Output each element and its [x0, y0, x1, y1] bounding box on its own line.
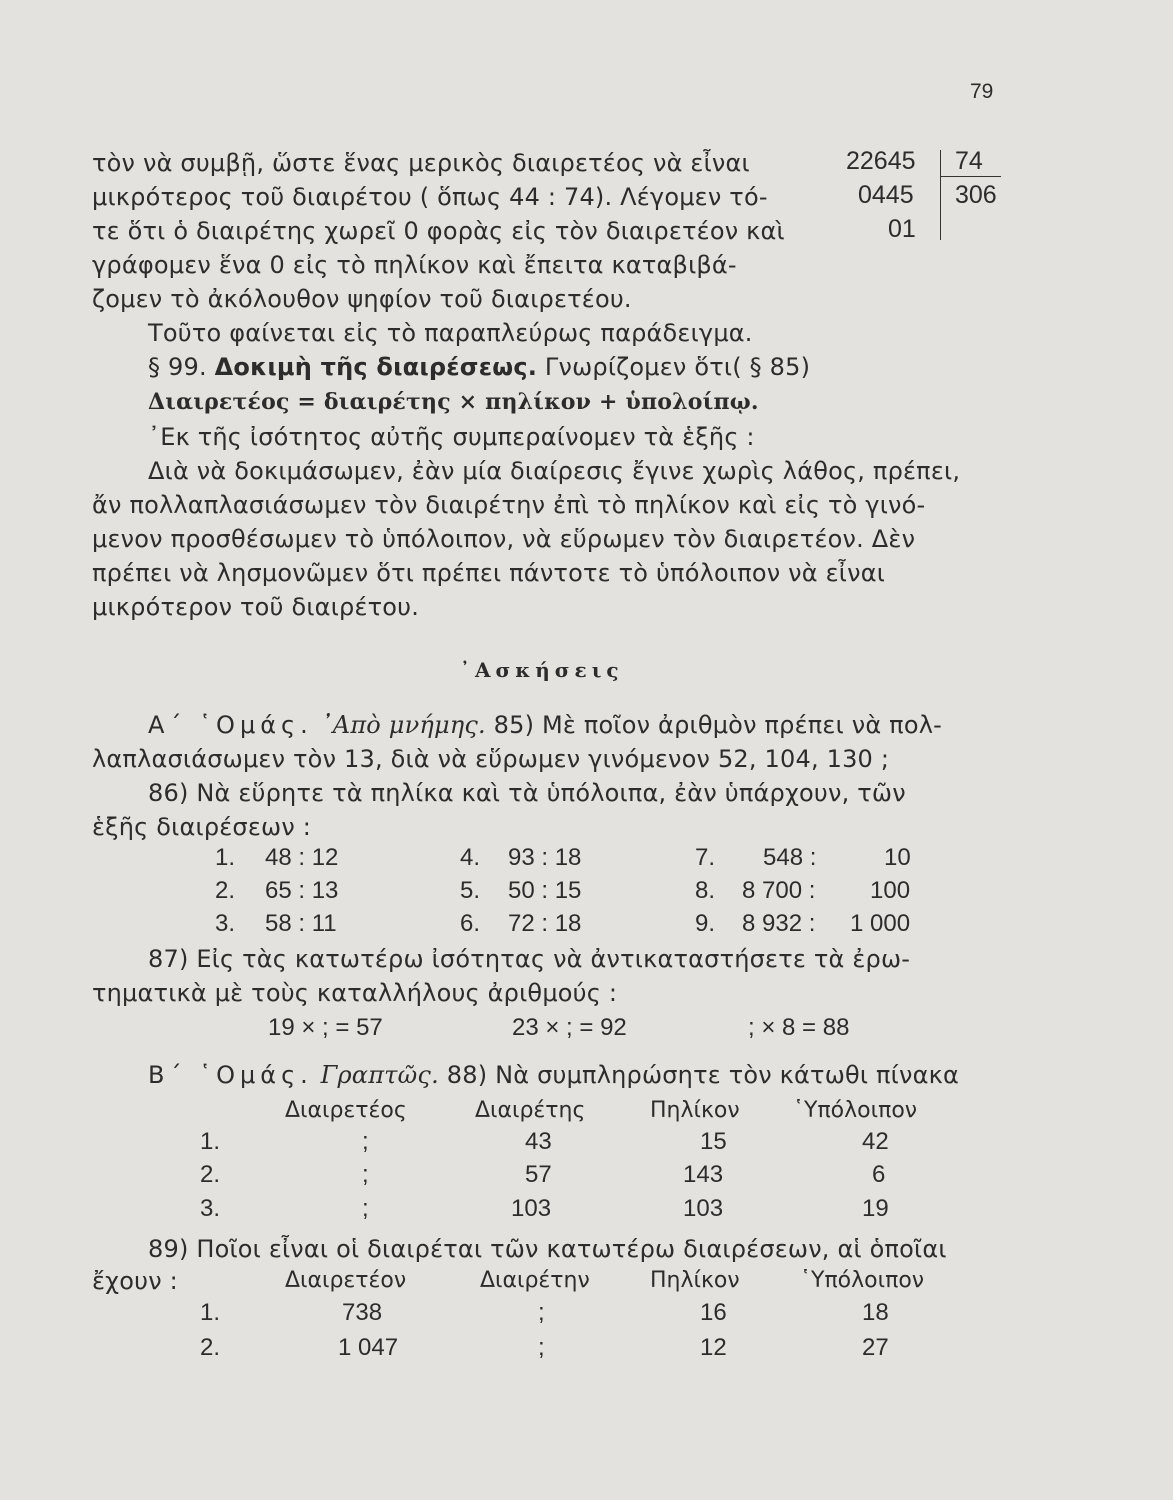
table-cell: 6	[872, 1161, 886, 1188]
quotient: 306	[955, 181, 997, 209]
table-cell: 15	[700, 1128, 727, 1155]
text-line: ζομεν τὸ ἀκόλουθον ψηφίον τοῦ διαιρετέου.	[92, 285, 632, 313]
division-divisor: 1 000	[850, 910, 911, 937]
table-cell: ;	[538, 1334, 545, 1361]
table-cell: 738	[342, 1299, 383, 1326]
group-b-subtitle: Γραπτῶς.	[320, 1061, 439, 1089]
partial-dividend: 0445	[858, 181, 914, 209]
table-cell: ;	[362, 1128, 369, 1155]
equation: 19 × ; = 57	[268, 1014, 383, 1041]
column-header: Διαιρετέος	[285, 1098, 407, 1123]
group-b-label: Β΄ ῾Ομάς.	[148, 1061, 313, 1089]
item-number: 6.	[460, 910, 481, 937]
formula: Διαιρετέος = διαιρέτης × πηλίκον + ὑπολοίπῳ.	[148, 389, 759, 415]
table-cell: 103	[511, 1195, 552, 1222]
table-cell: ;	[362, 1195, 369, 1222]
exercises-heading: ᾿Ασκήσεις	[460, 658, 624, 682]
exercise-88-text: 88) Νὰ συμπληρώσητε τὸν κάτωθι πίνακα	[446, 1061, 959, 1089]
item-number: 5.	[460, 877, 481, 904]
dividend: 22645	[846, 147, 916, 175]
page-number: 79	[970, 80, 994, 103]
division-item: 65 : 13	[265, 877, 339, 904]
column-header: ῾Υπόλοιπον	[800, 1268, 925, 1293]
equation: ; × 8 = 88	[748, 1014, 850, 1041]
table-cell: 42	[862, 1128, 889, 1155]
text-line: Διὰ νὰ δοκιμάσωμεν, ἐὰν μία διαίρεσις ἔγινε χωρὶς λάθος, πρέπει,	[148, 457, 961, 485]
division-item: 8 932 :	[742, 910, 816, 937]
divisor: 74	[955, 147, 983, 175]
text-line: γράφομεν ἕνα 0 εἰς τὸ πηλίκον καὶ ἔπειτα καταβιβά-	[92, 251, 737, 279]
text-line: 86) Νὰ εὕρητε τὰ πηλίκα καὶ τὰ ὑπόλοιπα, ἐὰν ὑπάρχουν, τῶν	[148, 779, 906, 807]
division-vertical-rule	[940, 150, 941, 240]
item-number: 9.	[695, 910, 716, 937]
text-line: μενον προσθέσωμεν τὸ ὑπόλοιπον, νὰ εὕρωμεν τὸν διαιρετέον. Δὲν	[92, 525, 916, 553]
row-number: 1.	[200, 1128, 221, 1155]
group-a-subtitle: ᾿Απὸ μνήμης.	[320, 711, 486, 739]
column-header: Διαιρέτην	[480, 1268, 590, 1293]
column-header: Πηλίκον	[650, 1268, 740, 1293]
column-header: Διαιρέτης	[475, 1098, 586, 1123]
division-item: 50 : 15	[508, 877, 582, 904]
text-line: μικρότερον τοῦ διαιρέτου.	[92, 593, 420, 621]
text-line: μικρότερος τοῦ διαιρέτου ( ὅπως 44 : 74). Λέγομεν τό-	[92, 183, 768, 211]
division-item: 93 : 18	[508, 844, 582, 871]
text-line: πρέπει νὰ λησμονῶμεν ὅτι πρέπει πάντοτε τὸ ὑπόλοιπον νὰ εἶναι	[92, 559, 886, 587]
item-number: 7.	[695, 844, 716, 871]
exercise-88-line	[148, 1060, 959, 1090]
text-line: τε ὅτι ὁ διαιρέτης χωρεῖ 0 φορὰς εἰς τὸν διαιρετέον καὶ	[92, 217, 785, 245]
remainder: 01	[888, 215, 916, 243]
section-title: Δοκιμὴ τῆς διαιρέσεως.	[214, 353, 538, 381]
division-item: 72 : 18	[508, 910, 582, 937]
row-number: 2.	[200, 1334, 221, 1361]
division-item: 48 : 12	[265, 844, 339, 871]
table-cell: ;	[362, 1161, 369, 1188]
table-cell: 18	[862, 1299, 889, 1326]
division-horizontal-rule	[941, 176, 1001, 177]
table-cell: 1 047	[338, 1334, 399, 1361]
text-line: ἑξῆς διαιρέσεων :	[92, 813, 312, 841]
section-number: § 99.	[148, 353, 207, 381]
division-item: 8 700 :	[742, 877, 816, 904]
division-item: 58 : 11	[265, 910, 337, 937]
table-cell: 12	[700, 1334, 727, 1361]
division-item: 548 :	[763, 844, 817, 871]
equation: 23 × ; = 92	[512, 1014, 627, 1041]
exercise-85-text: 85) Μὲ ποῖον ἀριθμὸν πρέπει νὰ πολ-	[493, 711, 942, 739]
column-header: Διαιρετέον	[285, 1268, 407, 1293]
text-line: τηματικὰ μὲ τοὺς καταλλήλους ἀριθμούς :	[92, 979, 618, 1007]
division-divisor: 100	[870, 877, 911, 904]
text-line: ἄν πολλαπλασιάσωμεν τὸν διαιρέτην ἐπὶ τὸ πηλίκον καὶ εἰς τὸ γινό-	[92, 491, 926, 519]
table-cell: 16	[700, 1299, 727, 1326]
row-number: 2.	[200, 1161, 221, 1188]
column-header: ῾Υπόλοιπον	[793, 1098, 918, 1123]
division-divisor: 10	[884, 844, 911, 871]
table-cell: ;	[538, 1299, 545, 1326]
item-number: 2.	[215, 877, 236, 904]
item-number: 8.	[695, 877, 716, 904]
text-line: ἔχουν :	[92, 1267, 178, 1295]
column-header: Πηλίκον	[650, 1098, 740, 1123]
table-cell: 27	[862, 1334, 889, 1361]
row-number: 1.	[200, 1299, 221, 1326]
section-heading	[148, 352, 810, 382]
table-cell: 103	[683, 1195, 724, 1222]
table-cell: 57	[525, 1161, 552, 1188]
group-a-label: Α΄ ῾Ομάς.	[148, 711, 313, 739]
section-rest: Γνωρίζομεν ὅτι( § 85)	[544, 353, 811, 381]
text-line: λαπλασιάσωμεν τὸν 13, διὰ νὰ εὕρωμεν γινόμενον 52, 104, 130 ;	[92, 745, 890, 773]
table-cell: 43	[525, 1128, 552, 1155]
item-number: 3.	[215, 910, 236, 937]
row-number: 3.	[200, 1195, 221, 1222]
text-line: ᾿Εκ τῆς ἰσότητος αὐτῆς συμπεραίνομεν τὰ ἑξῆς :	[148, 423, 755, 451]
text-line: Τοῦτο φαίνεται εἰς τὸ παραπλεύρως παράδειγμα.	[148, 319, 753, 347]
text-line: 89) Ποῖοι εἶναι οἱ διαιρέται τῶν κατωτέρω διαιρέσεων, αἱ ὁποῖαι	[148, 1235, 947, 1263]
item-number: 4.	[460, 844, 481, 871]
table-cell: 19	[862, 1195, 889, 1222]
table-cell: 143	[683, 1161, 724, 1188]
exercise-85-line	[148, 710, 942, 740]
text-line: 87) Εἰς τὰς κατωτέρω ἰσότητας νὰ ἀντικαταστήσετε τὰ ἐρω-	[148, 945, 911, 973]
item-number: 1.	[215, 844, 236, 871]
text-line: τὸν νὰ συμβῇ, ὥστε ἕνας μερικὸς διαιρετέος νὰ εἶναι	[92, 149, 750, 177]
